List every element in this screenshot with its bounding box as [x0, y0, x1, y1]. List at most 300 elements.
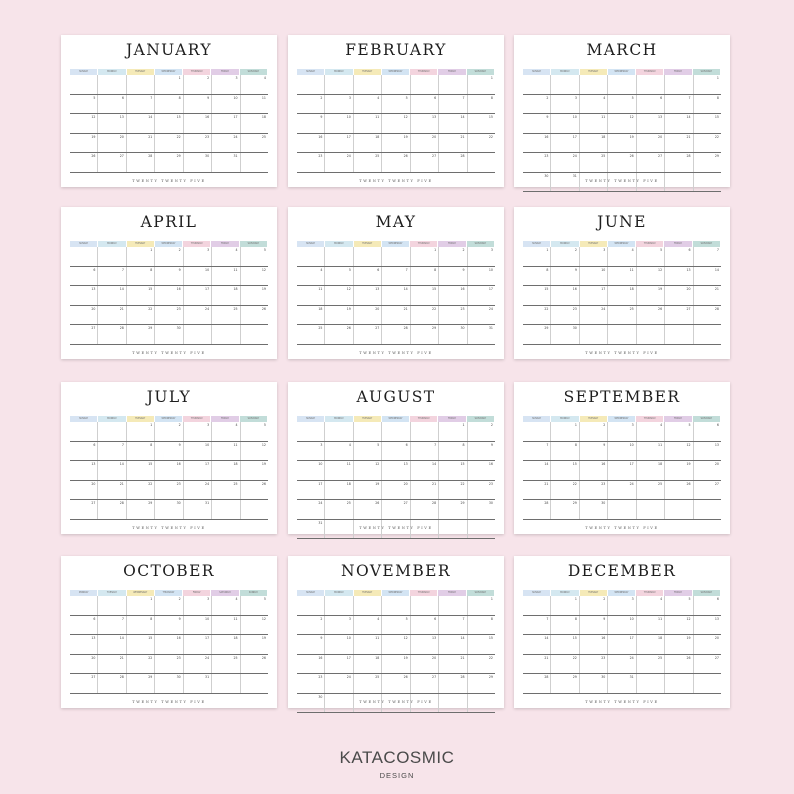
day-number: 16	[601, 636, 606, 640]
day-cell	[608, 422, 636, 441]
month-calendar-table	[70, 241, 268, 345]
day-number: 30	[318, 694, 323, 699]
day-number: 15	[148, 287, 153, 291]
day-cell	[580, 95, 608, 114]
week-row	[297, 267, 495, 287]
day-cell	[468, 286, 495, 305]
weekday-header: FRIDAY	[438, 590, 466, 596]
day-number: 15	[714, 115, 719, 119]
day-cell	[551, 461, 579, 480]
day-cell	[551, 655, 579, 674]
day-cell	[523, 306, 551, 325]
weekday-header: FRIDAY	[211, 69, 239, 75]
day-cell	[98, 306, 126, 325]
day-number: 11	[375, 636, 380, 640]
day-cell	[212, 75, 240, 94]
day-cell	[127, 114, 155, 133]
day-cell	[468, 442, 495, 461]
day-cell	[665, 247, 693, 266]
day-number: 7	[150, 95, 153, 100]
weekday-header: THURSDAY	[636, 590, 664, 596]
day-cell	[468, 635, 495, 654]
day-cell	[694, 95, 721, 114]
weekday-header: SATURDAY	[693, 590, 721, 596]
day-number: 21	[119, 655, 124, 660]
day-cell	[551, 616, 579, 635]
day-cell	[184, 461, 212, 480]
day-number: 20	[119, 134, 124, 139]
day-number: 15	[432, 287, 437, 291]
day-cell	[523, 616, 551, 635]
day-cell	[297, 461, 325, 480]
day-cell	[468, 616, 495, 635]
day-number: 21	[714, 287, 719, 291]
day-number: 8	[546, 267, 549, 272]
week-row	[523, 442, 721, 462]
day-number: 28	[686, 154, 691, 158]
day-number: 17	[629, 462, 634, 466]
day-number: 25	[375, 154, 380, 158]
day-cell	[354, 75, 382, 94]
month-card-march	[514, 35, 730, 187]
month-calendar-table	[297, 69, 495, 173]
day-number: 31	[629, 675, 634, 679]
day-number: 11	[601, 115, 606, 119]
day-number: 24	[346, 675, 351, 679]
day-cell	[155, 500, 183, 519]
day-number: 16	[572, 287, 577, 291]
day-cell	[439, 286, 467, 305]
day-number: 28	[544, 501, 549, 505]
day-cell	[354, 306, 382, 325]
day-number: 25	[375, 675, 380, 679]
day-number: 18	[233, 287, 238, 291]
day-number: 26	[91, 154, 96, 158]
day-cell	[637, 134, 665, 153]
day-cell	[665, 616, 693, 635]
day-cell	[523, 153, 551, 172]
day-number: 1	[150, 248, 153, 252]
day-cell	[411, 500, 439, 519]
day-number: 11	[658, 442, 663, 447]
day-number: 13	[714, 442, 719, 447]
day-cell	[665, 114, 693, 133]
day-cell	[155, 325, 183, 344]
day-cell	[439, 674, 467, 693]
day-cell	[411, 481, 439, 500]
day-number: 19	[346, 306, 351, 311]
day-cell	[694, 247, 721, 266]
day-number: 4	[377, 95, 380, 100]
weekday-header: SATURDAY	[467, 69, 495, 75]
day-number: 20	[714, 462, 719, 466]
day-cell	[354, 247, 382, 266]
day-number: 10	[346, 636, 351, 640]
day-cell	[241, 442, 268, 461]
day-cell	[382, 95, 410, 114]
day-number: 19	[658, 287, 663, 291]
day-cell	[325, 153, 353, 172]
day-number: 11	[233, 442, 238, 447]
day-cell	[411, 616, 439, 635]
week-row	[297, 325, 495, 345]
day-number: 24	[572, 154, 577, 158]
day-cell	[439, 153, 467, 172]
day-cell	[297, 306, 325, 325]
day-number: 21	[460, 655, 465, 660]
day-number: 19	[261, 636, 266, 640]
weekday-header: THURSDAY	[636, 69, 664, 75]
day-cell	[212, 422, 240, 441]
weekday-header: TUESDAY	[354, 241, 382, 247]
day-number: 1	[490, 76, 493, 80]
day-cell	[325, 134, 353, 153]
day-number: 6	[434, 616, 437, 621]
day-number: 18	[233, 636, 238, 640]
day-number: 4	[631, 248, 634, 252]
day-number: 8	[574, 616, 577, 621]
day-cell	[354, 95, 382, 114]
day-cell	[694, 461, 721, 480]
day-number: 22	[148, 306, 153, 311]
day-cell	[439, 655, 467, 674]
day-cell	[70, 481, 98, 500]
week-row	[523, 422, 721, 442]
day-number: 6	[434, 95, 437, 100]
day-cell	[468, 655, 495, 674]
day-cell	[212, 461, 240, 480]
day-number: 20	[403, 481, 408, 486]
day-cell	[468, 247, 495, 266]
day-number: 4	[263, 76, 266, 80]
day-number: 25	[233, 655, 238, 660]
month-calendar-table	[297, 416, 495, 539]
day-number: 21	[686, 134, 691, 139]
day-number: 24	[233, 134, 238, 139]
day-cell	[665, 674, 693, 693]
day-cell	[354, 596, 382, 615]
day-cell	[694, 153, 721, 172]
day-number: 15	[488, 636, 493, 640]
day-cell	[155, 267, 183, 286]
day-number: 14	[544, 462, 549, 466]
day-cell	[523, 75, 551, 94]
weekday-header: TUESDAY	[354, 69, 382, 75]
day-cell	[411, 95, 439, 114]
day-number: 20	[375, 306, 380, 311]
day-number: 15	[572, 462, 577, 466]
day-number: 23	[176, 306, 181, 311]
day-cell	[523, 247, 551, 266]
day-number: 27	[714, 655, 719, 660]
day-cell	[439, 481, 467, 500]
week-row	[297, 422, 495, 442]
day-number: 28	[432, 501, 437, 505]
day-cell	[212, 596, 240, 615]
brand-subtitle: DESIGN	[379, 771, 415, 780]
month-calendar-table	[523, 590, 721, 694]
day-cell	[411, 306, 439, 325]
weekday-header: MONDAY	[551, 416, 579, 422]
day-cell	[297, 286, 325, 305]
day-cell	[411, 674, 439, 693]
day-cell	[297, 114, 325, 133]
week-row	[297, 674, 495, 694]
weekday-header: FRIDAY	[211, 416, 239, 422]
day-number: 27	[432, 154, 437, 158]
day-cell	[580, 75, 608, 94]
day-cell	[70, 500, 98, 519]
day-cell	[297, 267, 325, 286]
day-cell	[98, 95, 126, 114]
week-row	[70, 247, 268, 267]
day-cell	[637, 306, 665, 325]
day-cell	[608, 134, 636, 153]
month-calendar-table	[70, 590, 268, 694]
week-row	[297, 635, 495, 655]
day-cell	[70, 247, 98, 266]
day-cell	[354, 655, 382, 674]
week-row	[70, 500, 268, 520]
weekday-header: THURSDAY	[636, 416, 664, 422]
weekday-header: SATURDAY	[240, 69, 268, 75]
day-cell	[411, 114, 439, 133]
weekday-header: THURSDAY	[155, 590, 183, 596]
week-row	[523, 114, 721, 134]
month-title: FEBRUARY	[345, 41, 447, 59]
week-row	[523, 75, 721, 95]
day-cell	[127, 616, 155, 635]
month-calendar-table	[70, 69, 268, 173]
day-number: 16	[488, 462, 493, 466]
day-cell	[665, 306, 693, 325]
week-row	[523, 325, 721, 345]
day-cell	[382, 442, 410, 461]
day-number: 8	[150, 442, 153, 447]
day-cell	[439, 247, 467, 266]
week-row	[523, 596, 721, 616]
day-cell	[439, 596, 467, 615]
weekday-header: FRIDAY	[438, 416, 466, 422]
day-cell	[241, 286, 268, 305]
day-cell	[127, 635, 155, 654]
day-cell	[212, 616, 240, 635]
day-number: 24	[629, 655, 634, 660]
day-cell	[382, 286, 410, 305]
day-cell	[325, 616, 353, 635]
month-title: OCTOBER	[123, 562, 215, 580]
day-cell	[468, 674, 495, 693]
day-cell	[468, 134, 495, 153]
week-row	[297, 134, 495, 154]
day-cell	[637, 286, 665, 305]
day-number: 3	[235, 76, 238, 80]
day-number: 20	[686, 287, 691, 291]
day-cell	[184, 153, 212, 172]
weekday-header: SATURDAY	[211, 590, 239, 596]
day-number: 23	[460, 306, 465, 311]
day-cell	[212, 247, 240, 266]
weekday-header: TUESDAY	[127, 416, 155, 422]
day-number: 31	[572, 173, 577, 178]
year-footer: TWENTY TWENTY FIVE	[132, 351, 206, 355]
day-cell	[468, 95, 495, 114]
day-number: 11	[233, 267, 238, 272]
week-row	[523, 674, 721, 694]
day-cell	[468, 461, 495, 480]
day-number: 1	[574, 597, 577, 601]
day-number: 14	[460, 636, 465, 640]
day-number: 19	[261, 462, 266, 466]
day-number: 27	[403, 501, 408, 505]
day-cell	[325, 306, 353, 325]
day-number: 10	[318, 462, 323, 466]
day-cell	[439, 422, 467, 441]
day-cell	[70, 635, 98, 654]
day-cell	[297, 422, 325, 441]
day-cell	[241, 481, 268, 500]
day-cell	[127, 325, 155, 344]
day-number: 27	[686, 306, 691, 311]
week-row	[297, 286, 495, 306]
day-cell	[297, 500, 325, 519]
day-number: 17	[233, 115, 238, 119]
day-number: 22	[432, 306, 437, 311]
month-calendar-table	[523, 416, 721, 520]
day-cell	[98, 247, 126, 266]
day-number: 25	[233, 306, 238, 311]
day-number: 24	[629, 481, 634, 486]
day-cell	[241, 461, 268, 480]
day-cell	[523, 95, 551, 114]
day-cell	[551, 267, 579, 286]
day-cell	[127, 481, 155, 500]
day-cell	[241, 674, 268, 693]
month-title: JUNE	[597, 213, 647, 231]
day-number: 30	[176, 326, 181, 330]
week-row	[70, 325, 268, 345]
day-cell	[694, 267, 721, 286]
weekday-header: MONDAY	[70, 590, 98, 596]
day-number: 28	[403, 326, 408, 330]
week-row	[70, 674, 268, 694]
day-cell	[637, 75, 665, 94]
day-number: 17	[346, 655, 351, 660]
year-footer: TWENTY TWENTY FIVE	[132, 526, 206, 530]
day-cell	[184, 422, 212, 441]
day-cell	[694, 114, 721, 133]
day-cell	[184, 247, 212, 266]
day-number: 28	[460, 675, 465, 679]
week-row	[297, 153, 495, 173]
day-cell	[70, 442, 98, 461]
day-cell	[127, 134, 155, 153]
day-number: 18	[658, 462, 663, 466]
day-cell	[439, 267, 467, 286]
day-number: 4	[235, 423, 238, 427]
day-cell	[70, 267, 98, 286]
day-number: 2	[320, 95, 323, 100]
day-cell	[98, 461, 126, 480]
day-cell	[98, 75, 126, 94]
day-cell	[184, 500, 212, 519]
day-cell	[325, 674, 353, 693]
day-cell	[70, 153, 98, 172]
day-cell	[551, 596, 579, 615]
day-cell	[411, 153, 439, 172]
day-cell	[382, 267, 410, 286]
day-number: 21	[544, 481, 549, 486]
day-number: 16	[176, 287, 181, 291]
month-title: JULY	[146, 388, 192, 406]
day-cell	[637, 500, 665, 519]
day-number: 18	[346, 481, 351, 486]
day-number: 12	[346, 287, 351, 291]
day-cell	[551, 286, 579, 305]
week-row	[523, 461, 721, 481]
day-cell	[411, 247, 439, 266]
day-number: 5	[377, 442, 380, 447]
day-number: 7	[434, 442, 437, 447]
day-cell	[580, 500, 608, 519]
day-cell	[637, 114, 665, 133]
day-number: 17	[205, 636, 210, 640]
day-number: 18	[375, 655, 380, 660]
year-footer: TWENTY TWENTY FIVE	[585, 351, 659, 355]
weekday-header: SUNDAY	[70, 241, 98, 247]
day-number: 9	[603, 442, 606, 447]
weekday-header: MONDAY	[98, 416, 126, 422]
day-number: 30	[544, 173, 549, 178]
day-cell	[325, 461, 353, 480]
day-cell	[551, 153, 579, 172]
day-cell	[297, 247, 325, 266]
day-cell	[184, 306, 212, 325]
day-cell	[127, 247, 155, 266]
weekday-header: FRIDAY	[664, 590, 692, 596]
day-cell	[241, 75, 268, 94]
day-cell	[155, 95, 183, 114]
day-cell	[98, 153, 126, 172]
day-number: 23	[488, 481, 493, 486]
weekday-header: THURSDAY	[410, 241, 438, 247]
day-cell	[439, 306, 467, 325]
day-cell	[127, 267, 155, 286]
weekday-header: WEDNESDAY	[382, 69, 410, 75]
day-number: 1	[178, 76, 181, 80]
day-cell	[439, 442, 467, 461]
week-row	[523, 306, 721, 326]
day-cell	[155, 442, 183, 461]
day-number: 20	[432, 655, 437, 660]
day-cell	[212, 655, 240, 674]
day-cell	[439, 114, 467, 133]
day-number: 17	[318, 481, 323, 486]
day-cell	[551, 500, 579, 519]
day-cell	[523, 267, 551, 286]
day-number: 24	[346, 154, 351, 158]
day-number: 18	[601, 134, 606, 139]
day-cell	[98, 442, 126, 461]
day-cell	[212, 325, 240, 344]
day-cell	[241, 325, 268, 344]
day-number: 26	[346, 326, 351, 330]
year-footer: TWENTY TWENTY FIVE	[585, 179, 659, 183]
day-cell	[212, 153, 240, 172]
day-number: 31	[233, 154, 238, 158]
day-cell	[382, 134, 410, 153]
day-cell	[98, 481, 126, 500]
